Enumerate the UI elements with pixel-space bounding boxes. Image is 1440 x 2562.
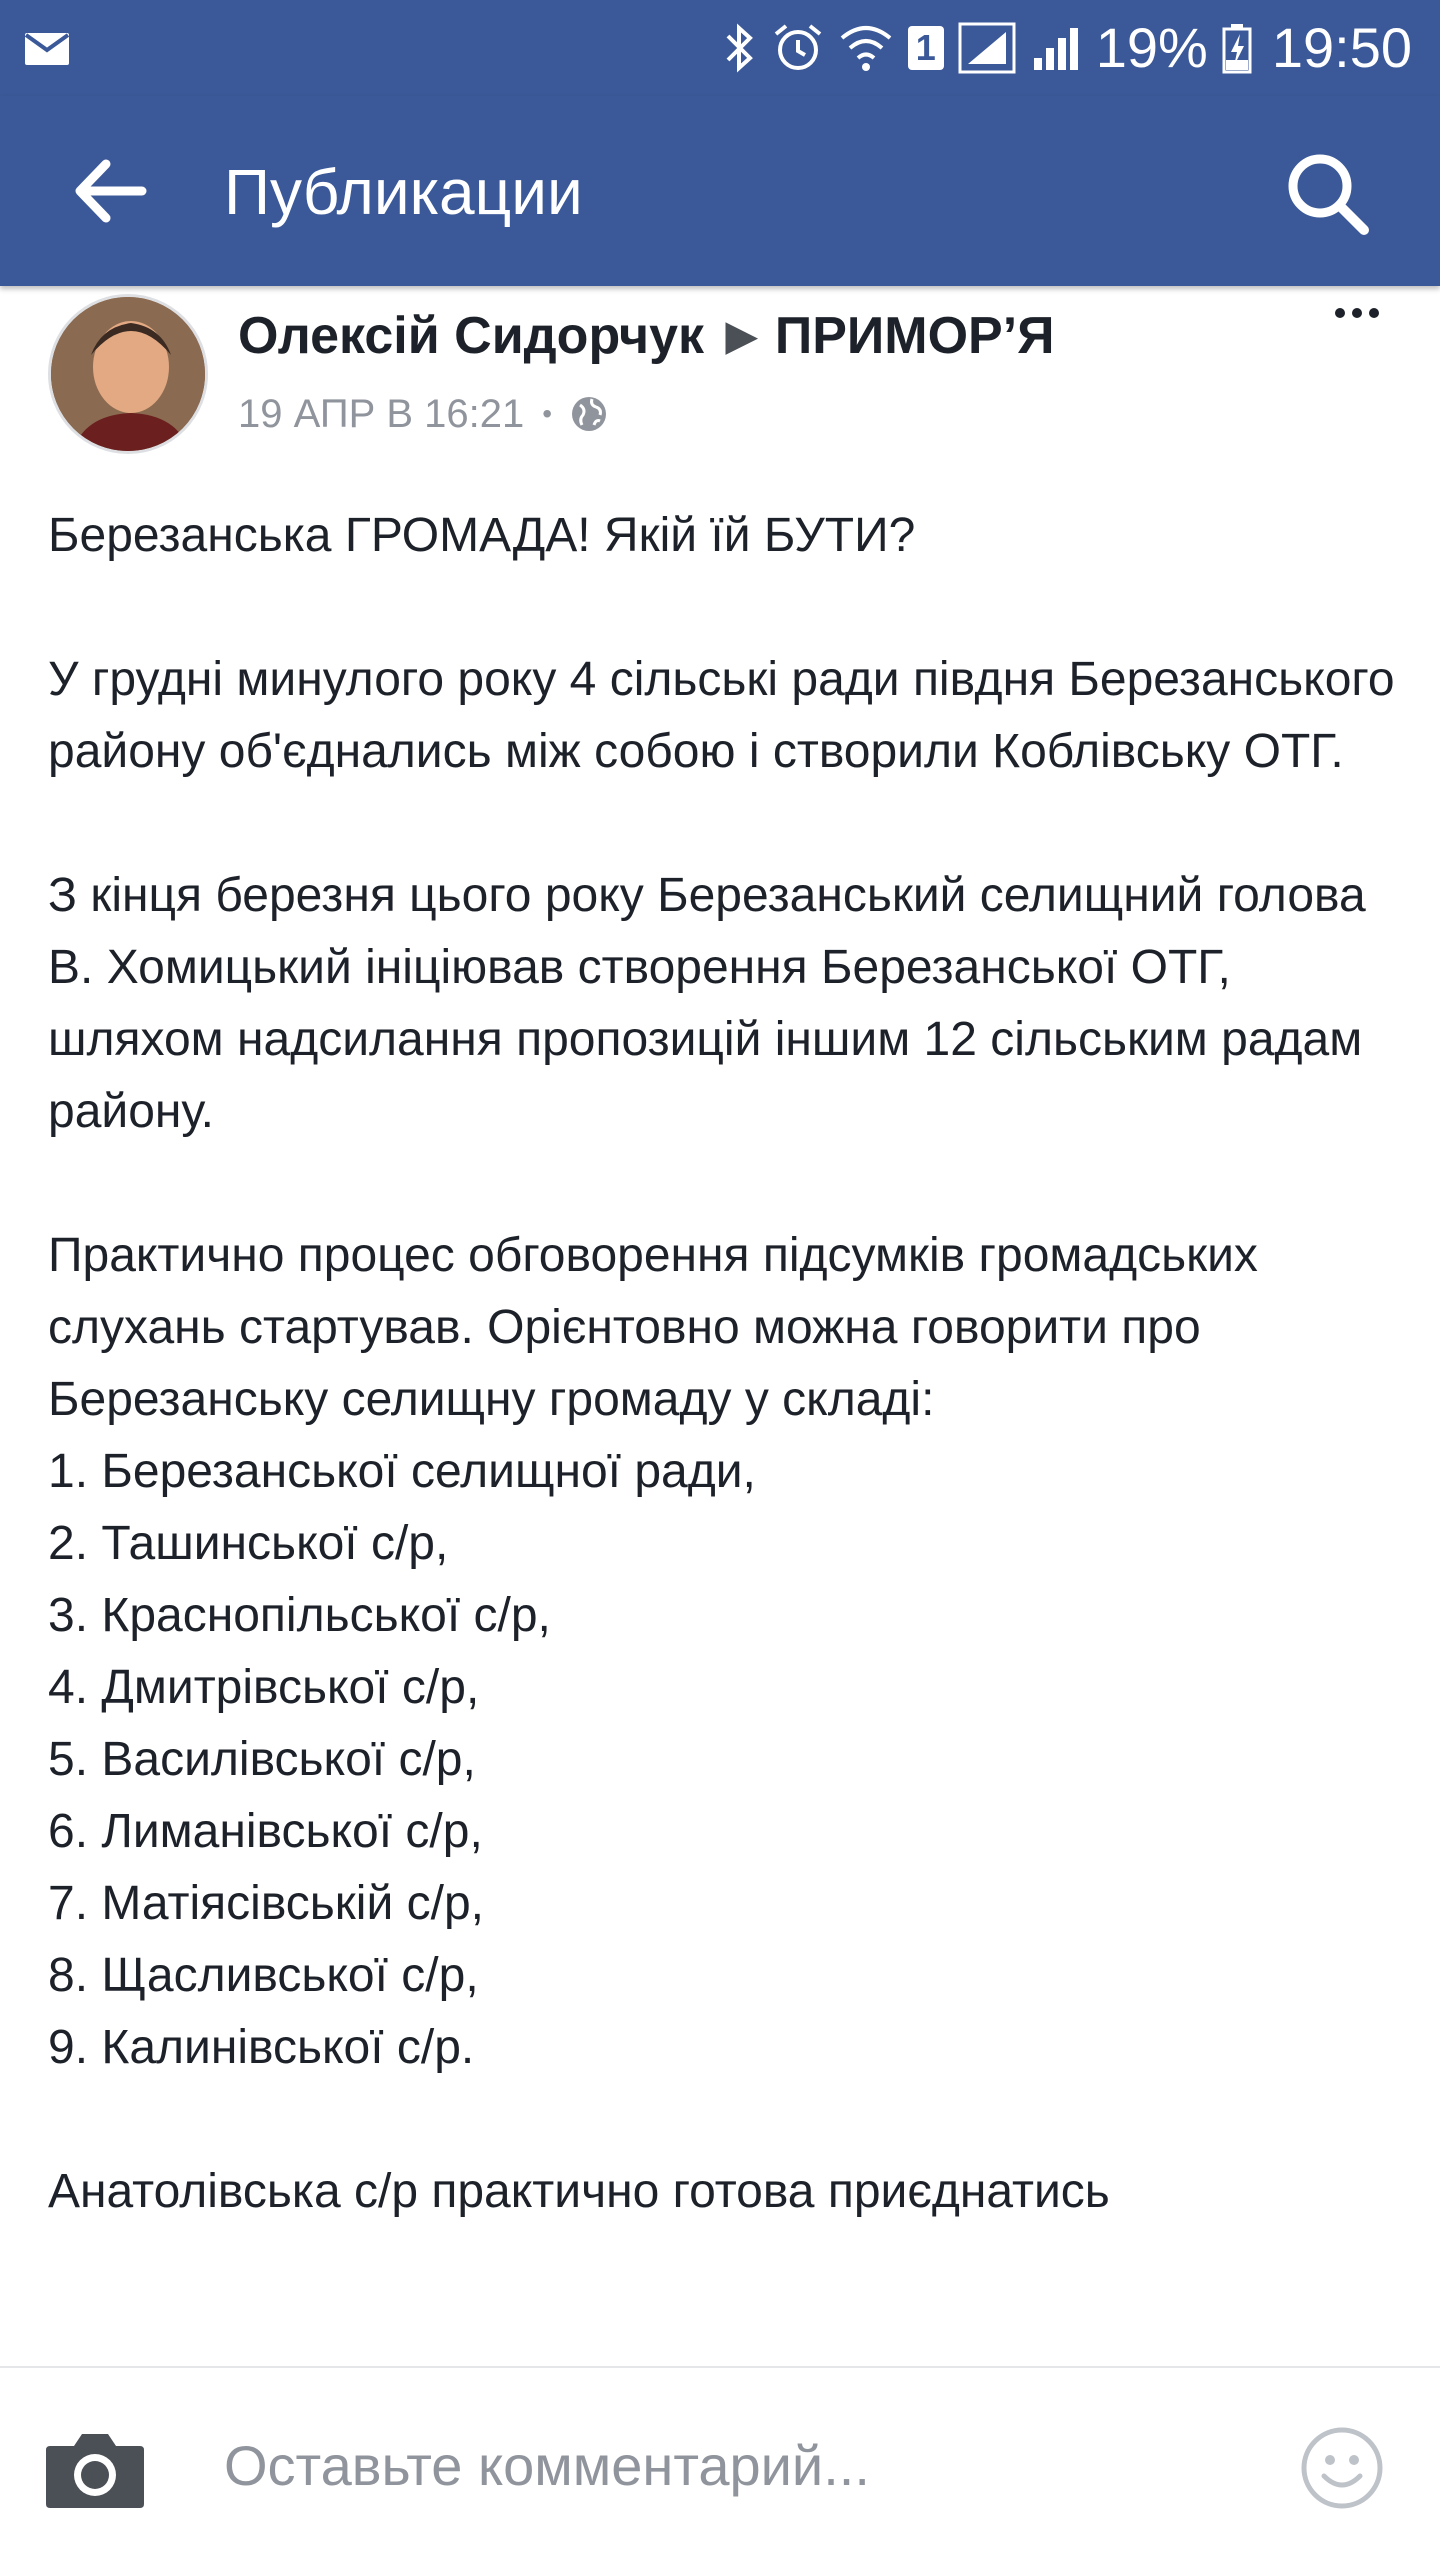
smiley-icon[interactable] — [1300, 2426, 1384, 2510]
avatar-image — [51, 297, 208, 454]
arrow-left-icon[interactable] — [72, 158, 148, 224]
battery-charging-icon — [1222, 22, 1252, 74]
author-name[interactable]: Олексій Сидорчук — [238, 307, 705, 365]
signal-icon — [958, 22, 1016, 74]
post-text — [48, 500, 1398, 2228]
post-meta — [238, 386, 608, 442]
post-author-line — [238, 304, 1055, 368]
list-item: 6. Лиманівської с/р, — [48, 1805, 483, 1858]
clock: 19:50 — [1271, 16, 1412, 79]
search-icon[interactable] — [1284, 150, 1370, 236]
avatar[interactable] — [48, 294, 208, 454]
app-bar — [0, 96, 1440, 286]
alarm-icon — [772, 22, 824, 74]
bluetooth-icon — [722, 22, 758, 74]
list-item: 3. Краснопільської с/р, — [48, 1589, 551, 1642]
more-options-icon[interactable] — [1334, 306, 1380, 320]
globe-icon — [570, 395, 608, 433]
list-item: 1. Березанської селищної ради, — [48, 1445, 756, 1498]
post-paragraph: З кінця березня цього року Березанський селищний голова В. Хомицький ініціював створення Березанської ОТГ, шляхом надсилання пропозицій іншим 12 сільським радам району. — [48, 869, 1366, 1138]
signal-icon — [1030, 22, 1082, 74]
comment-bar — [0, 2366, 1440, 2562]
post-date[interactable]: 19 АПР В 16:21 — [238, 392, 525, 436]
sim-icon: 1 — [908, 26, 944, 70]
battery-percent: 19% — [1095, 16, 1208, 79]
comment-input[interactable]: Оставьте комментарий... — [224, 2434, 870, 2497]
post-paragraph: У грудні минулого року 4 сільські ради півдня Березанського району об'єднались між собою і створили Коблівську ОТГ. — [48, 653, 1395, 778]
wifi-icon — [838, 22, 894, 74]
list-item: 9. Калинівської с/р. — [48, 2021, 475, 2074]
status-bar — [0, 0, 1440, 96]
post-paragraph: Анатолівська с/р практично готова приєднатись — [48, 2165, 1110, 2218]
council-list — [48, 1436, 1398, 2084]
separator-dot: • — [542, 398, 553, 429]
list-item: 5. Василівської с/р, — [48, 1733, 476, 1786]
list-item: 7. Матіясівській с/р, — [48, 1877, 484, 1930]
list-item: 2. Ташинської с/р, — [48, 1517, 449, 1570]
list-item: 4. Дмитрівської с/р, — [48, 1661, 480, 1714]
camera-icon[interactable] — [44, 2428, 146, 2510]
play-arrow-icon: ▶ — [726, 314, 757, 358]
target-page[interactable]: ПРИМОР’Я — [774, 307, 1055, 365]
list-item: 8. Щасливської с/р, — [48, 1949, 479, 2002]
post-paragraph: Практично процес обговорення підсумків громадських слухань стартував. Орієнтовно можна говорити про Березанську селищну громаду у складі: — [48, 1229, 1258, 1426]
page-title: Публикации — [224, 156, 583, 228]
mail-icon — [24, 32, 70, 66]
post-paragraph: Березанська ГРОМАДА! Якій їй БУТИ? — [48, 509, 916, 562]
